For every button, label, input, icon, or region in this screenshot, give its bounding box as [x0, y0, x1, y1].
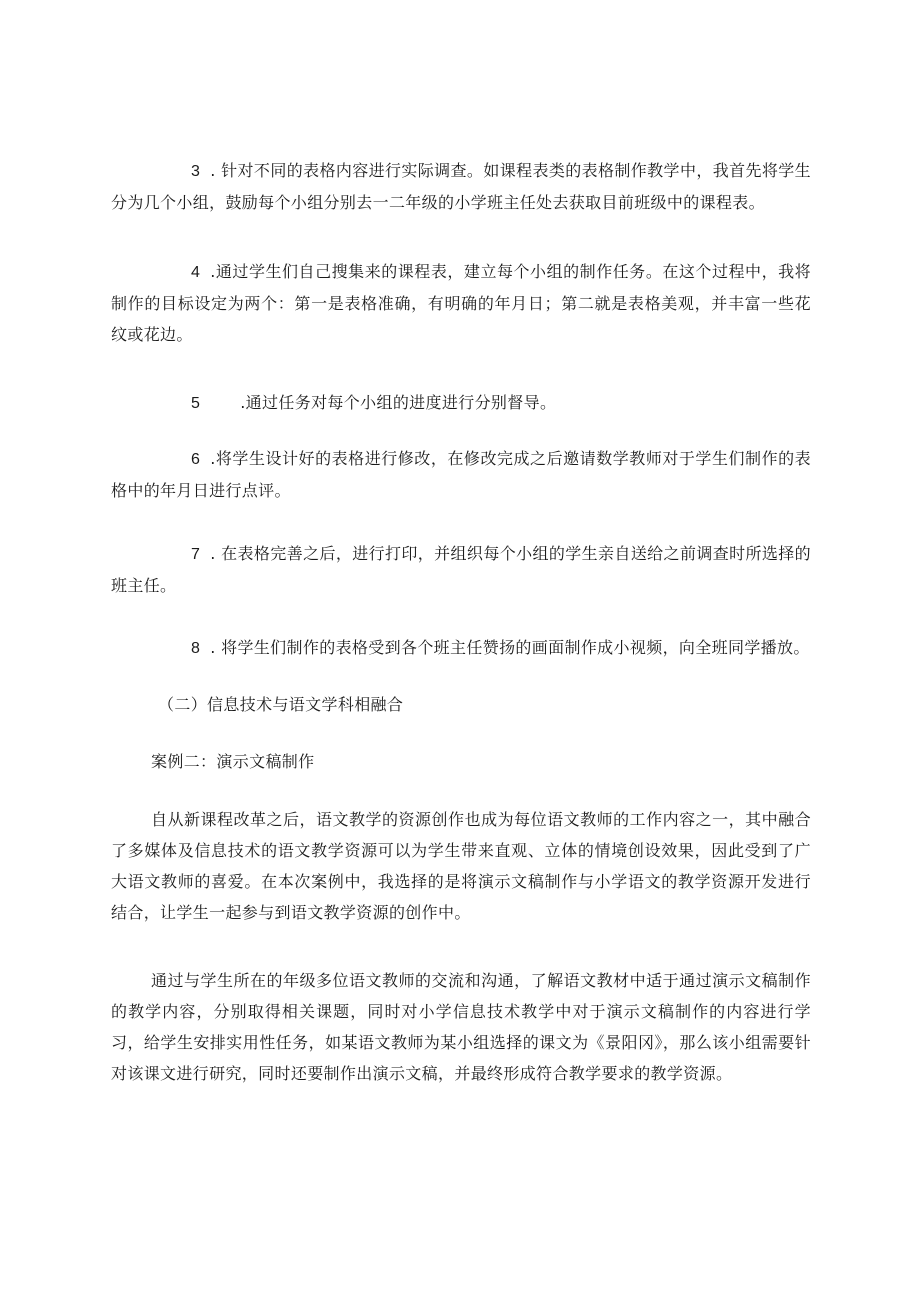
list-item-3: [111, 155, 811, 218]
item-text: . 将学生们制作的表格受到各个班主任赞扬的画面制作成小视频，向全班同学播放。: [210, 638, 810, 657]
item-number: 6: [191, 451, 201, 468]
list-item-5: [111, 387, 811, 419]
item-text: . 在表格完善之后，进行打印，并组织每个小组的学生亲自送给之前调查时所选择的班主任。: [111, 544, 811, 595]
body-paragraph: 自从新课程改革之后，语文教学的资源创作也成为每位语文教师的工作内容之一，其中融合了多媒体及信息技术的语文教学资源可以为学生带来直观、立体的情境创设效果，因此受到了广大语文教师的喜爱。在本次案例中，我选择的是将演示文稿制作与小学语文的教学资源开发进行结合，让学生一起参与到语文教学资源的创作中。: [111, 810, 811, 922]
item-number: 7: [191, 546, 201, 563]
item-text: .通过学生们自己搜集来的课程表，建立每个小组的制作任务。在这个过程中，我将制作的目标设定为两个：第一是表格准确，有明确的年月日；第二就是表格美观，并丰富一些花纹或花边。: [111, 262, 811, 344]
item-number: 4: [191, 264, 201, 281]
case-title: 案例二：演示文稿制作: [151, 752, 315, 771]
body-paragraph: 通过与学生所在的年级多位语文教师的交流和沟通，了解语文教材中适于通过演示文稿制作的教学内容，分别取得相关课题，同时对小学信息技术教学中对于演示文稿制作的内容进行学习，给学生安排实用性任务，如某语文教师为某小组选择的课文为《景阳冈》，那么该小组需要针对该课文进行研究，同时还要制作出演示文稿，并最终形成符合教学要求的教学资源。: [111, 971, 811, 1083]
item-text: . 针对不同的表格内容进行实际调查。如课程表类的表格制作教学中，我首先将学生分为几个小组，鼓励每个小组分别去一二年级的小学班主任处去获取目前班级中的课程表。: [111, 161, 811, 212]
item-number: 5: [191, 395, 201, 412]
section-heading: （二）信息技术与语文学科相融合: [158, 695, 404, 714]
item-number: 3: [191, 163, 201, 180]
item-number: 8: [191, 640, 201, 657]
list-item-7: [111, 538, 811, 601]
list-item-6: [111, 443, 811, 506]
item-text: .将学生设计好的表格进行修改，在修改完成之后邀请数学教师对于学生们制作的表格中的年月日进行点评。: [111, 449, 811, 500]
list-item-4: [111, 256, 811, 350]
item-text: .通过任务对每个小组的进度进行分别督导。: [240, 393, 557, 412]
list-item-8: [111, 632, 811, 664]
